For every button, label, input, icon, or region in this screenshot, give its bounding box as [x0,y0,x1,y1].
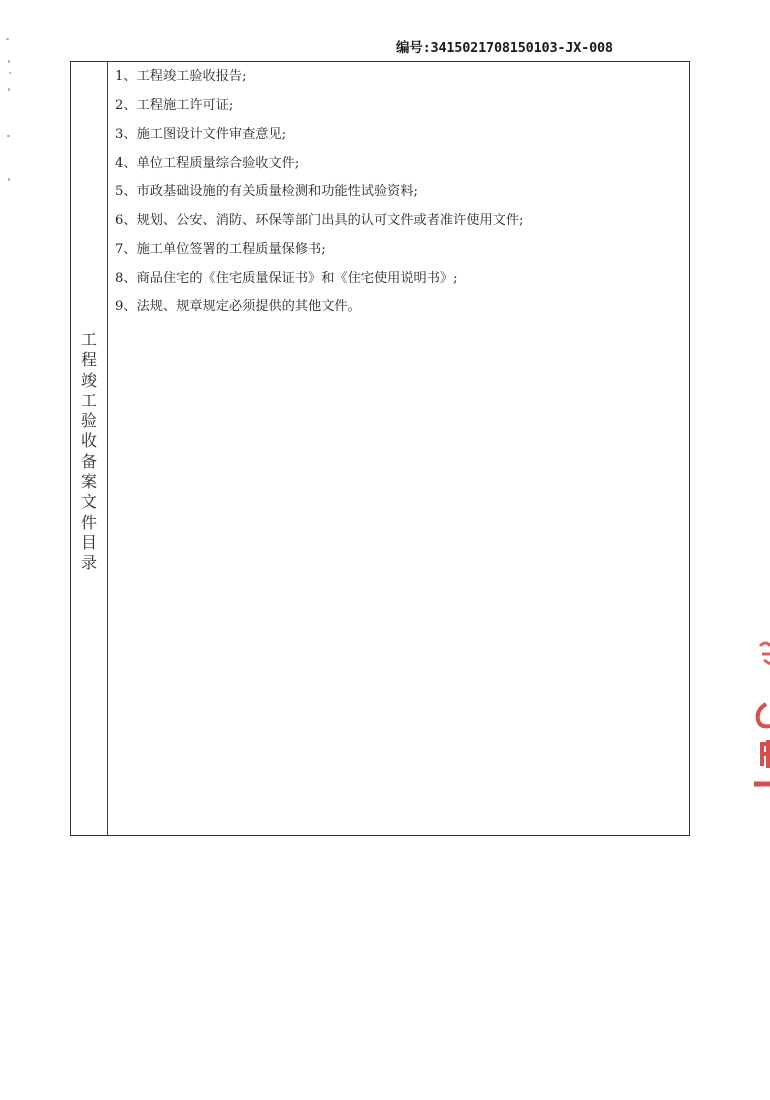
scan-mark [9,72,11,74]
heading-char: 目 [80,532,97,552]
heading-char: 文 [80,492,97,512]
list-item: 9、法规、规章规定必须提供的其他文件。 [115,299,361,314]
heading-char: 工 [80,390,97,410]
heading-char: 工 [80,330,97,349]
heading-char: 收 [80,431,97,451]
list-item: 4、单位工程质量综合验收文件; [115,156,300,171]
scan-mark [7,135,10,137]
list-item: 3、施工图设计文件审查意见; [115,127,287,142]
heading-char: 录 [80,553,97,573]
list-item: 2、工程施工许可证; [115,98,234,113]
list-item: 6、规划、公安、消防、环保等部门出具的认可文件或者准许使用文件; [115,213,524,228]
list-item: 5、市政基础设施的有关质量检测和功能性试验资料; [115,184,418,199]
list-item: 7、施工单位签署的工程质量保修书; [115,242,326,257]
filing-document-table [70,61,690,836]
scan-mark [6,38,9,40]
document-number: 编号:3415021708150103-JX-008 [396,40,613,56]
section-heading-vertical [71,330,107,574]
scan-mark [8,178,10,181]
section-heading-cell [71,62,108,835]
heading-char: 竣 [80,370,97,390]
scan-mark [8,88,10,91]
heading-char: 验 [80,411,97,431]
seal-fragment-graphic [748,636,770,796]
scan-mark [8,60,10,63]
list-item: 1、工程竣工验收报告; [115,69,247,84]
heading-char: 件 [80,512,97,532]
heading-char: 程 [80,350,97,370]
heading-char: 备 [80,451,97,471]
list-item: 8、商品住宅的《住宅质量保证书》和《住宅使用说明书》; [115,271,458,286]
heading-char: 案 [80,472,97,492]
